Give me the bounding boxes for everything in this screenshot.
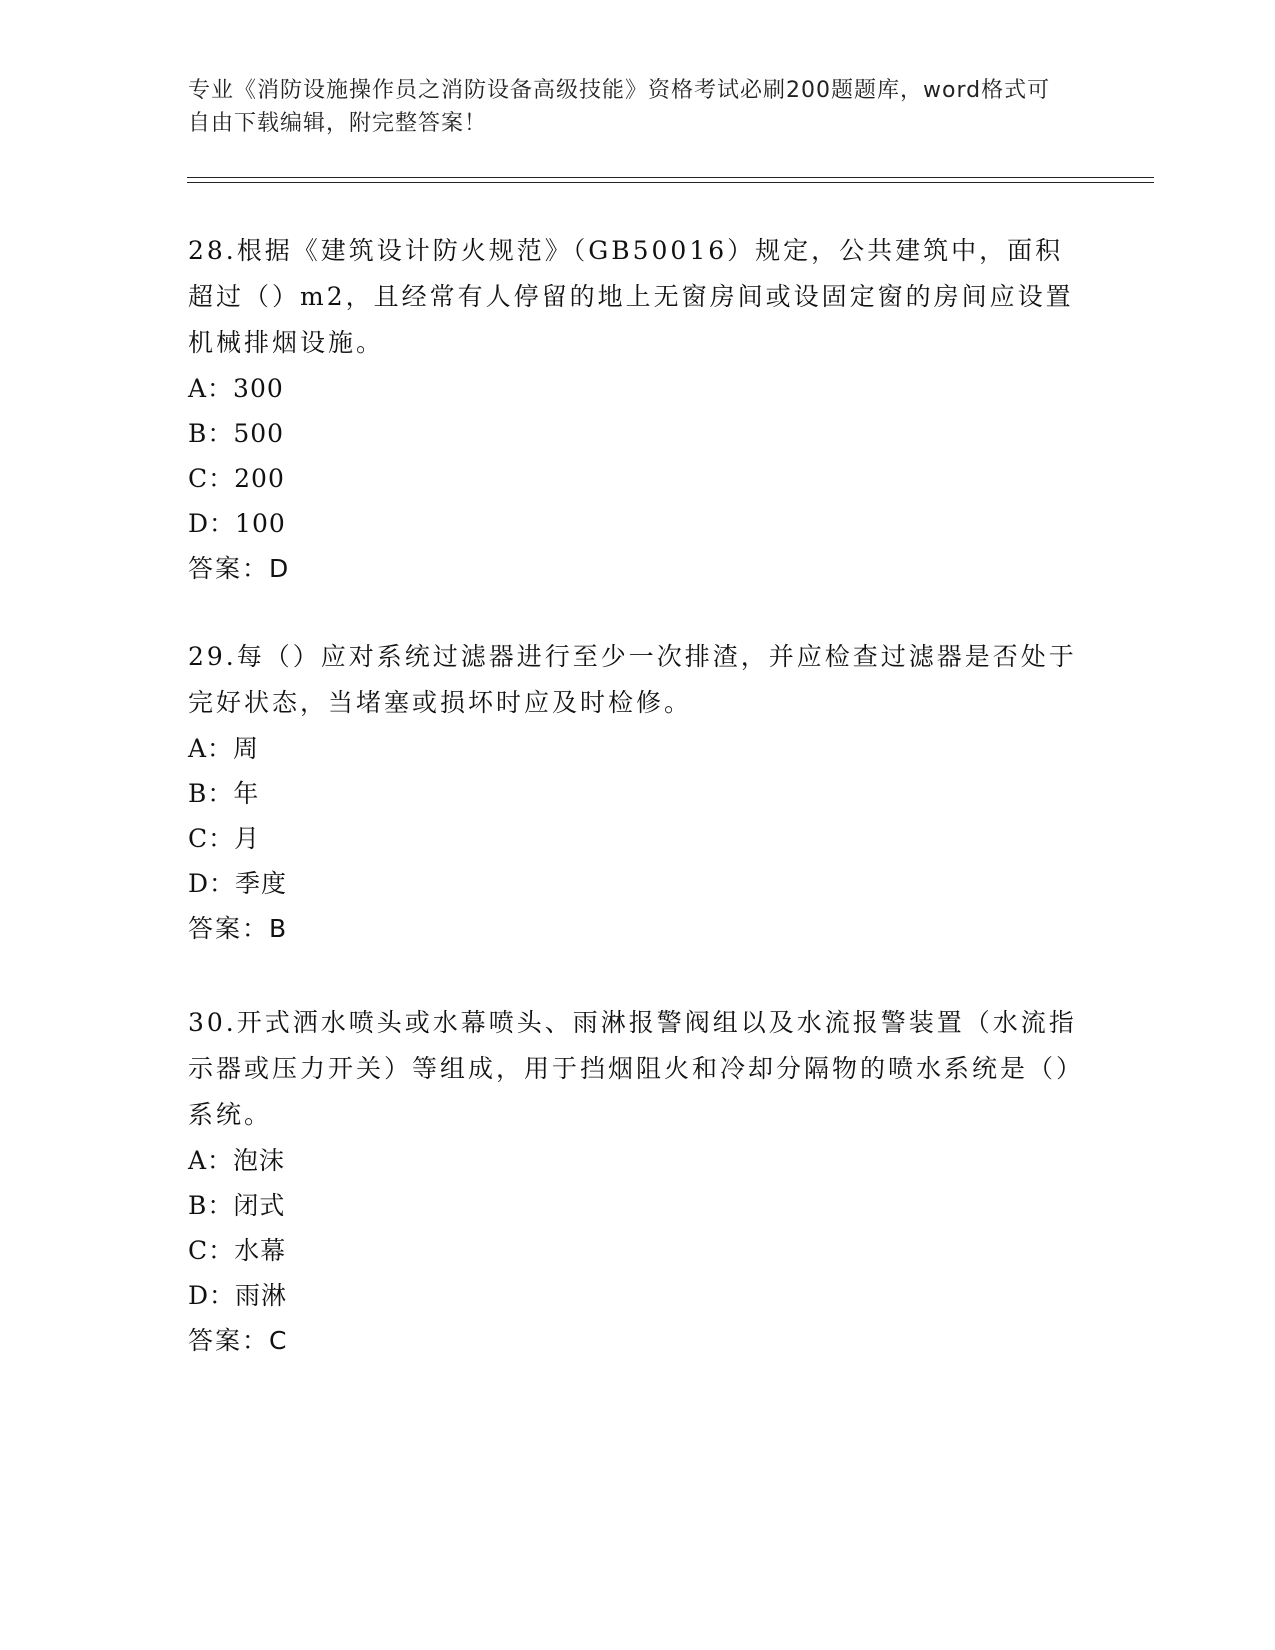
question-stem: 28.根据《建筑设计防火规范》（GB50016）规定，公共建筑中，面积超过（）m2，且经常有人停留的地上无窗房间或设固定窗的房间应设置机械排烟设施。 [188, 236, 1074, 357]
header-divider-bottom [187, 182, 1154, 183]
option-a: A：泡沫 [188, 1146, 286, 1175]
question-30 [188, 1000, 1078, 1364]
option-d: D：100 [188, 509, 286, 538]
option-b: B：闭式 [188, 1191, 286, 1220]
option-a: A：周 [188, 734, 260, 763]
option-d: D：季度 [188, 869, 288, 898]
question-stem: 29.每（）应对系统过滤器进行至少一次排渣，并应检查过滤器是否处于完好状态，当堵塞或损坏时应及时检修。 [188, 642, 1077, 717]
option-c: C：水幕 [188, 1236, 287, 1265]
option-c: C：月 [188, 824, 261, 853]
answer-line: 答案：B [188, 914, 289, 943]
question-29 [188, 634, 1078, 952]
document-intro: 专业《消防设施操作员之消防设备高级技能》资格考试必刷200题题库，word格式可自由下载编辑，附完整答案！ [188, 78, 1051, 136]
option-b: B：年 [188, 779, 260, 808]
option-b: B：500 [188, 419, 285, 448]
answer-line: 答案：D [188, 554, 291, 583]
option-c: C：200 [188, 464, 285, 493]
question-stem: 30.开式洒水喷头或水幕喷头、雨淋报警阀组以及水流报警装置（水流指示器或压力开关）等组成，用于挡烟阻火和冷却分隔物的喷水系统是（）系统。 [188, 1008, 1077, 1129]
answer-line: 答案：C [188, 1326, 289, 1355]
question-28 [188, 228, 1078, 592]
option-d: D：雨淋 [188, 1281, 288, 1310]
header-divider-top [187, 177, 1154, 178]
option-a: A：300 [188, 374, 284, 403]
